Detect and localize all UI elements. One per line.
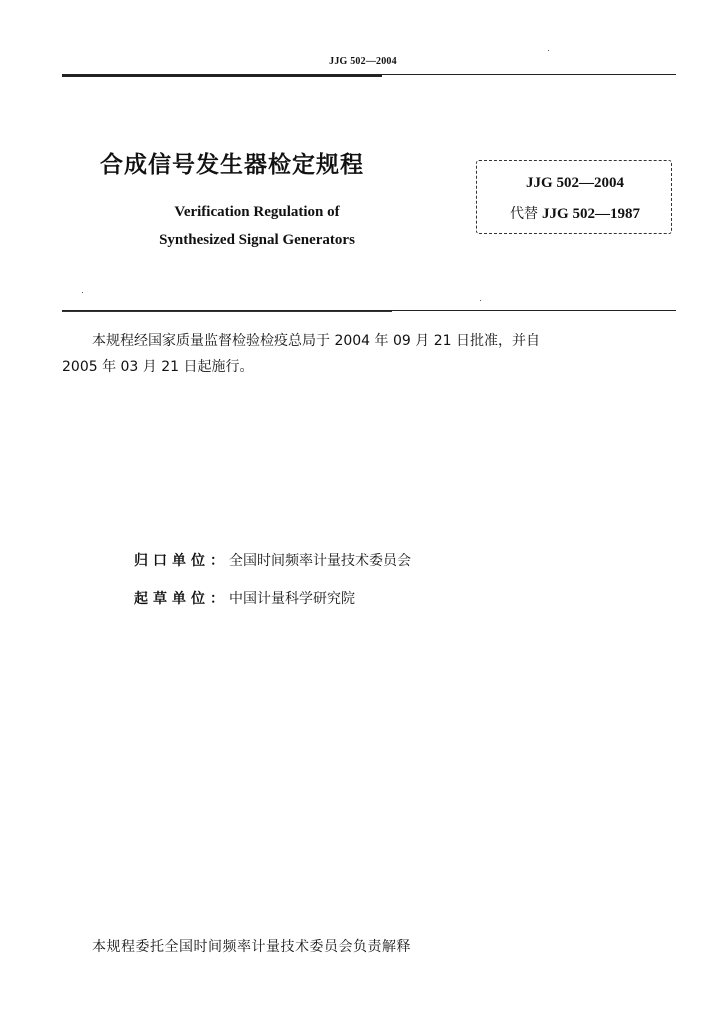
scan-speck xyxy=(480,300,481,301)
header-divider-thick xyxy=(62,75,382,77)
approval-statement-line-2: 2005 年 03 月 21 日起施行。 xyxy=(62,359,254,375)
drafting-unit-value: 中国计量科学研究院 xyxy=(229,591,355,607)
drafting-unit-label: 起草单位： xyxy=(134,591,229,607)
responsible-unit-row xyxy=(134,550,411,570)
replaced-standard-code: JJG 502—1987 xyxy=(542,206,640,222)
responsible-unit-label: 归口单位： xyxy=(134,553,229,569)
title-english-line-2: Synthesized Signal Generators xyxy=(159,232,355,248)
interpretation-note: 本规程委托全国时间频率计量技术委员会负责解释 xyxy=(92,939,411,955)
section-divider-thick xyxy=(62,311,392,312)
replaces-label: 代替 xyxy=(510,206,539,222)
scan-speck xyxy=(548,50,549,51)
replaced-standard xyxy=(477,203,673,223)
standard-code-box xyxy=(476,160,672,234)
current-standard-code: JJG 502—2004 xyxy=(526,175,624,191)
responsible-unit-value: 全国时间频率计量技术委员会 xyxy=(229,553,411,569)
approval-statement-line-1: 本规程经国家质量监督检验检疫总局于 2004 年 09 月 21 日批准，并自 xyxy=(92,333,540,349)
scan-speck xyxy=(82,292,83,293)
title-chinese: 合成信号发生器检定规程 xyxy=(100,152,364,178)
title-english-line-1: Verification Regulation of xyxy=(174,204,340,220)
drafting-unit-row xyxy=(134,588,355,608)
header-standard-code: JJG 502—2004 xyxy=(329,56,397,67)
